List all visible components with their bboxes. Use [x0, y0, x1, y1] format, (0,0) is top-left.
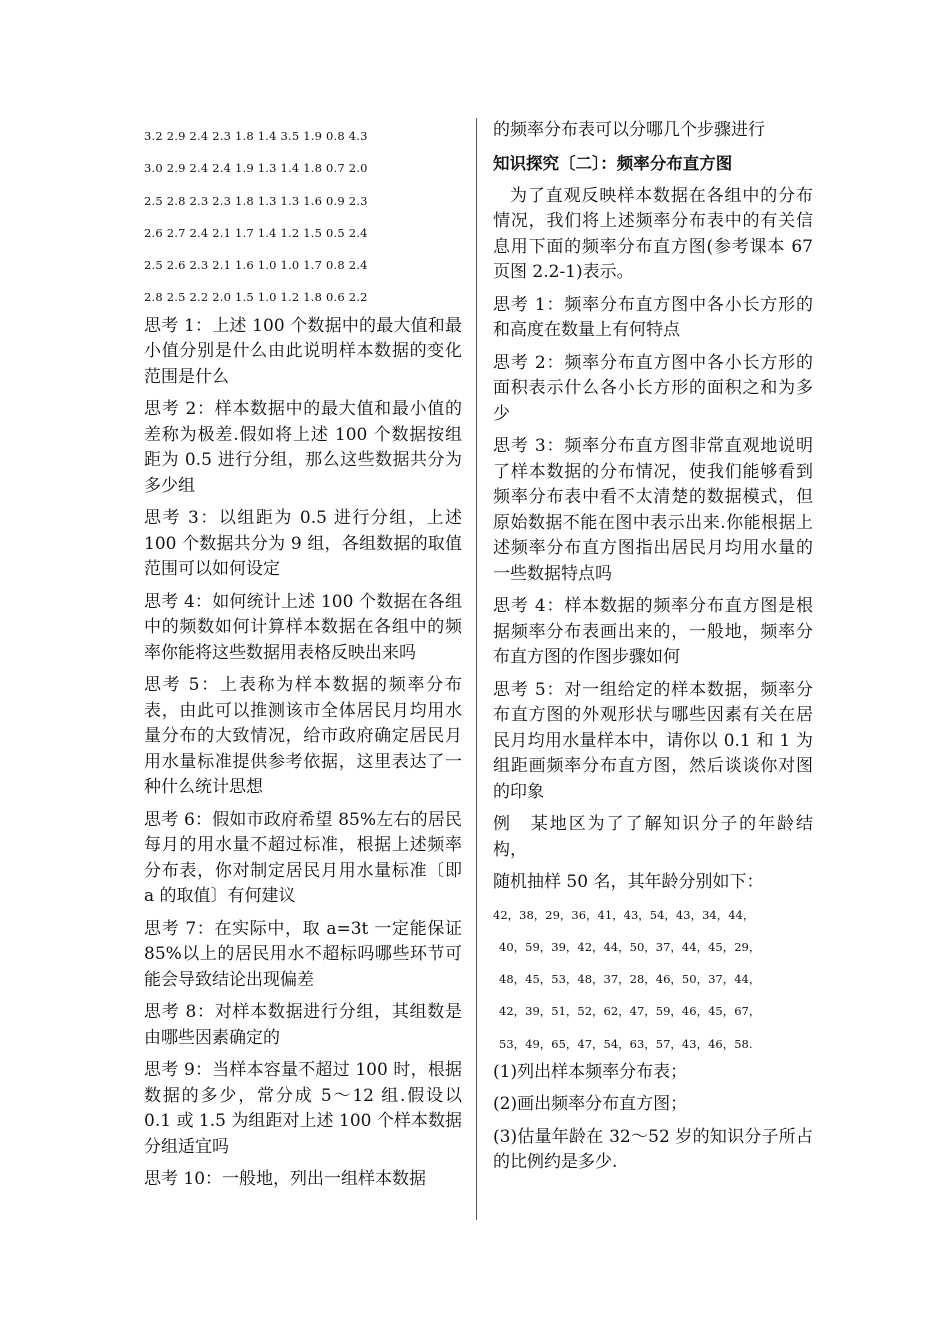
- data-row: 3.2 2.9 2.4 2.3 1.8 1.4 3.5 1.9 0.8 4.3: [144, 129, 368, 143]
- intro-paragraph: 为了直观反映样本数据在各组中的分布情况，我们将上述频率分布表中的有关信息用下面的频率分布直方图(参考课本 67 页图 2.2-1)表示。: [493, 185, 813, 282]
- question-paragraph: 思考 3：频率分布直方图非常直观地说明了样本数据的分布情况，使我们能够看到频率分布表中看不太清楚的数据模式，但原始数据不能在图中表示出来.你能根据上述频率分布直方图指出居民月均用水量的一些数据特点吗: [493, 436, 813, 584]
- question-paragraph: 思考 6：假如市政府希望 85%左右的居民每月的用水量不超过标准，根据上述频率分布表，你对制定居民月用水量标准〔即 a 的取值〕有何建议: [144, 809, 462, 907]
- left-column: [144, 118, 462, 1200]
- data-row: 2.8 2.5 2.2 2.0 1.5 1.0 1.2 1.8 0.6 2.2: [144, 290, 368, 305]
- example-intro: 随机抽样 50 名，其年龄分别如下：: [493, 872, 764, 892]
- example-question: (3)估量年龄在 32～52 岁的知识分子所占的比例约是多少.: [493, 1126, 813, 1173]
- data-row: 2.5 2.6 2.3 2.1 1.6 1.0 1.0 1.7 0.8 2.4: [144, 258, 368, 273]
- question-paragraph: 思考 5：上表称为样本数据的频率分布表，由此可以推测该市全体居民月均用水量分布的大致情况，给市政府确定居民月用水量标准提供参考依据，这里表达了一种什么统计思想: [144, 675, 462, 798]
- section-heading: 知识探究〔二〕：频率分布直方图: [493, 153, 733, 173]
- data-row: 3.0 2.9 2.4 2.4 1.9 1.3 1.4 1.8 0.7 2.0: [144, 161, 368, 176]
- question-paragraph: 思考 10：一般地，列出一组样本数据: [144, 1169, 427, 1190]
- question-paragraph: 思考 9：当样本容量不超过 100 时，根据数据的多少，常分成 5～12 组.假设以 0.1 或 1.5 为组距对上述 100 个样本数据分组适宜吗: [144, 1060, 462, 1157]
- question-paragraph: 思考 5：对一组给定的样本数据，频率分布直方图的外观形状与哪些因素有关在居民月均用水量样本中，请你以 0.1 和 1 为组距画频率分布直方图，然后谈谈你对图的印象: [493, 679, 813, 802]
- question-paragraph: 思考 3：以组距为 0.5 进行分组，上述 100 个数据共分为 9 组，各组数据的取值范围可以如何设定: [144, 508, 462, 580]
- data-row: 2.5 2.8 2.3 2.3 1.8 1.3 1.3 1.6 0.9 2.3: [144, 193, 368, 208]
- example-intro: 例 某地区为了了解知识分子的年龄结构，: [493, 814, 813, 860]
- right-column: [493, 118, 813, 1183]
- age-data-row: 48，45，53，48，37，28，46，50，37，44，: [499, 972, 761, 987]
- question-paragraph: 思考 7：在实际中，取 a=3t 一定能保证 85%以上的居民用水不超标吗哪些环节可能会导致结论出现偏差: [144, 918, 462, 990]
- continuation-text: 的频率分布表可以分哪几个步骤进行: [493, 120, 765, 140]
- age-data-row: 53，49，65，47，54，63，57，43，46，58.: [499, 1036, 753, 1051]
- question-paragraph: 思考 1：上述 100 个数据中的最大值和最小值分别是什么由此说明样本数据的变化范围是什么: [144, 315, 462, 387]
- question-paragraph: 思考 2：样本数据中的最大值和最小值的差称为极差.假如将上述 100 个数据按组距为 0.5 进行分组，那么这些数据共分为多少组: [144, 399, 462, 496]
- data-row: 2.6 2.7 2.4 2.1 1.7 1.4 1.2 1.5 0.5 2.4: [144, 225, 368, 240]
- age-data-row: 40，59，39，42，44，50，37，44，45，29，: [499, 939, 761, 954]
- question-paragraph: 思考 4：如何统计上述 100 个数据在各组中的频数如何计算样本数据在各组中的频率你能将这些数据用表格反映出来吗: [144, 591, 462, 663]
- column-divider: [476, 118, 477, 1220]
- example-question: (2)画出频率分布直方图；: [493, 1094, 688, 1115]
- age-data-row: 42，38，29，36，41，43，54，43，34，44，: [493, 907, 755, 922]
- question-paragraph: 思考 4：样本数据的频率分布直方图是根据频率分布表画出来的，一般地，频率分布直方图的作图步骤如何: [493, 596, 813, 667]
- question-paragraph: 思考 1：频率分布直方图中各小长方形的和高度在数量上有何特点: [493, 294, 813, 340]
- question-paragraph: 思考 8：对样本数据进行分组，其组数是由哪些因素确定的: [144, 1002, 462, 1048]
- question-paragraph: 思考 2：频率分布直方图中各小长方形的面积表示什么各小长方形的面积之和为多少: [493, 352, 813, 424]
- age-data-row: 42，39，51，52，62，47，59，46，45，67，: [499, 1004, 761, 1019]
- example-question: (1)列出样本频率分布表；: [493, 1061, 688, 1082]
